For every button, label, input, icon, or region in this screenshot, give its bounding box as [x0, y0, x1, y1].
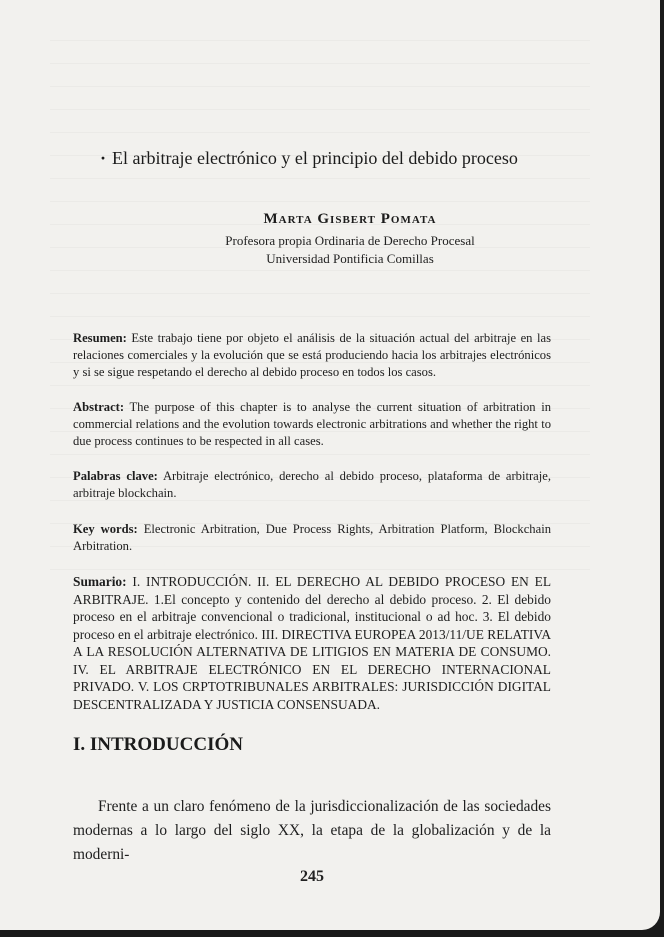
intro-paragraph: Frente a un claro fenómeno de la jurisdiccionalización de las sociedades modernas a lo largo del siglo XX, la etapa de la globalización y de la moderni-: [73, 798, 551, 863]
chapter-title-text: El arbitraje electrónico y el principio del debido proceso: [112, 148, 518, 168]
sumario-block: [73, 573, 551, 713]
chapter-title: [100, 148, 570, 169]
keywords-label: Key words:: [73, 522, 138, 536]
abstract-block: [73, 399, 551, 450]
resumen-label: Resumen:: [73, 331, 127, 345]
author-institution: Universidad Pontificia Comillas: [266, 251, 434, 266]
author-role: Profesora propia Ordinaria de Derecho Procesal: [225, 233, 475, 248]
section-heading: I. INTRODUCCIÓN: [73, 734, 243, 755]
keywords-block: [73, 521, 551, 555]
sumario-text: I. INTRODUCCIÓN. II. EL DERECHO AL DEBIDO PROCESO EN EL ARBITRAJE. 1.El concepto y contenido del derecho al debido proceso. 2. El debido proceso en el arbitraje convencional o tradicional, institucional o ad hoc. 3. El debido proceso en el arbitraje electrónico. III. DIRECTIVA EUROPEA 2013/11/UE RELATIVA A LA RESOLUCIÓN ALTERNATIVA DE LITIGIOS EN MATERIA DE CONSUMO. IV. EL ARBITRAJE ELECTRÓNICO EN EL DERECHO INTERNACIONAL PRIVADO. V. LOS CRPTOTRIBUNALES ARBITRALES: JURISDICCIÓN DIGITAL DESCENTRALIZADA Y JUSTICIA CONSENSUADA.: [73, 574, 551, 712]
keywords-text: Electronic Arbitration, Due Process Rights, Arbitration Platform, Blockchain Arbitration.: [73, 522, 551, 553]
author-name: Marta Gisbert Pomata: [263, 211, 437, 227]
abstract-label: Abstract:: [73, 400, 125, 414]
palabras-clave-text: Arbitraje electrónico, derecho al debido proceso, plataforma de arbitraje, arbitraje blockchain.: [73, 469, 551, 500]
resumen-text: Este trabajo tiene por objeto el análisis de la situación actual del arbitraje en las relaciones comerciales y la evolución que se está produciendo hacia los arbitrajes electrónicos y si se sigue respetando el derecho al debido proceso en todos los casos.: [73, 331, 551, 379]
bullet-icon: ·: [100, 148, 107, 168]
abstract-text: The purpose of this chapter is to analyse the current situation of arbitration in commercial relations and the evolution towards electronic arbitrations and whether the right to due process continues to be respected in all cases.: [73, 400, 551, 448]
palabras-clave-label: Palabras clave:: [73, 469, 158, 483]
sumario-label: Sumario:: [73, 574, 127, 589]
resumen-block: [73, 330, 551, 381]
page-number: 245: [300, 868, 324, 885]
palabras-clave-block: [73, 468, 551, 502]
